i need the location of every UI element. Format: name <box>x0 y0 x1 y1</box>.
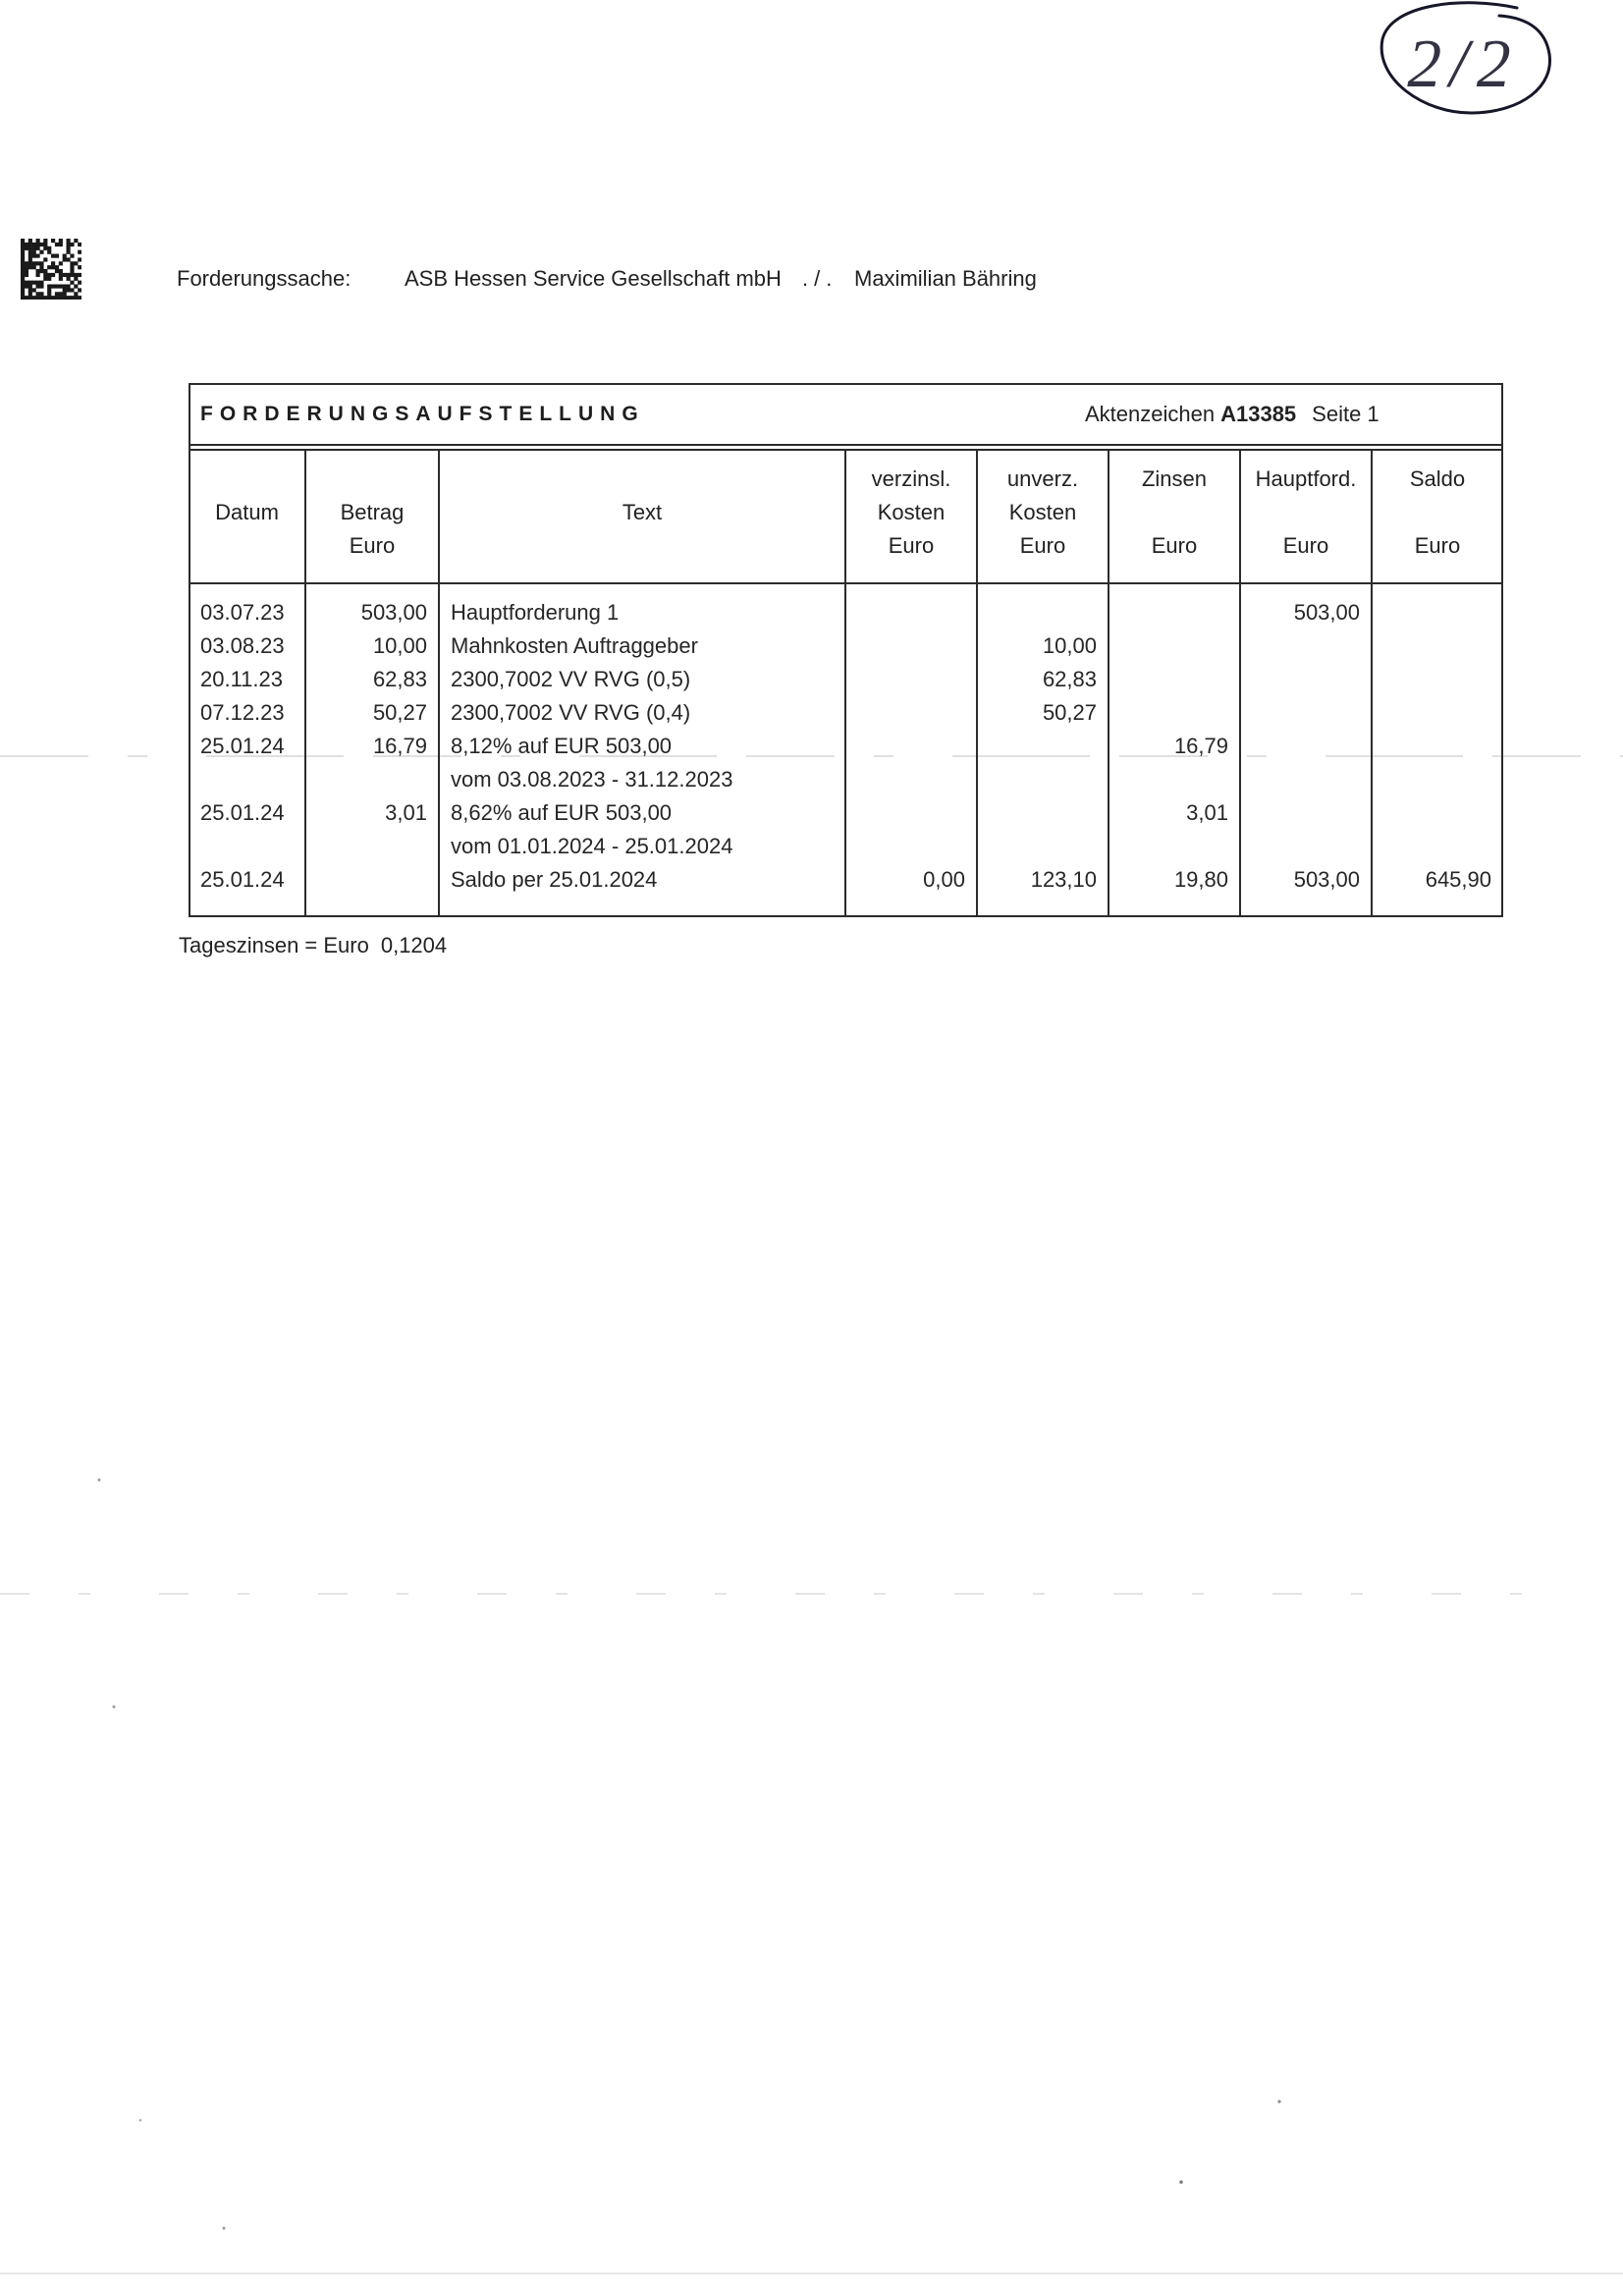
column-header-line <box>1372 496 1503 529</box>
column-header-line: Euro <box>888 533 935 558</box>
handwritten-page-mark <box>1370 0 1566 123</box>
cell-text: Saldo per 25.01.2024 <box>451 867 658 892</box>
handwritten-page-number: 2/2 <box>1407 27 1519 102</box>
table-row-total <box>189 863 1503 897</box>
cell-amount: 16,79 <box>372 734 427 758</box>
cell-amount <box>305 763 439 796</box>
cell-principal <box>1240 730 1372 763</box>
cell-interest <box>1109 629 1240 663</box>
cell-principal <box>1240 629 1372 663</box>
cell-interest-bearing-costs <box>845 629 977 663</box>
file-reference <box>1085 383 1380 445</box>
table-row <box>189 830 1503 863</box>
cell-date: 25.01.24 <box>200 867 285 892</box>
page-number: Seite 1 <box>1312 402 1380 426</box>
column-header-text <box>439 451 845 583</box>
table-row <box>189 796 1503 830</box>
cell-date: 07.12.23 <box>200 700 285 725</box>
scan-speck <box>223 2227 226 2230</box>
column-header-line: Euro <box>1414 533 1461 558</box>
cell-balance <box>1372 830 1503 863</box>
file-reference-number: A13385 <box>1220 402 1297 426</box>
cell-balance <box>1372 730 1503 763</box>
cell-date: 03.07.23 <box>200 600 285 625</box>
cell-amount <box>305 863 439 897</box>
cell-interest-bearing-costs <box>845 730 977 763</box>
column-header-line <box>189 529 305 563</box>
cell-date: 20.11.23 <box>200 667 284 691</box>
column-header-line <box>305 463 439 496</box>
cell-principal: 503,00 <box>1293 600 1360 625</box>
cell-interest-bearing-costs <box>845 830 977 863</box>
column-header-line: Euro <box>1282 533 1329 558</box>
cell-text: 2300,7002 VV RVG (0,4) <box>451 700 691 725</box>
column-header-line: Euro <box>349 533 396 558</box>
column-header-line: Zinsen <box>1141 466 1208 491</box>
column-header-date <box>189 451 305 583</box>
column-header-line: verzinsl. <box>871 466 951 491</box>
cell-amount: 10,00 <box>372 633 427 658</box>
scan-speck <box>1277 2100 1280 2103</box>
cell-non-interest-costs <box>977 763 1109 796</box>
column-header-line <box>1240 496 1372 529</box>
cell-text: 8,12% auf EUR 503,00 <box>451 734 673 758</box>
table-row <box>189 696 1503 730</box>
cell-balance <box>1372 663 1503 696</box>
column-header-line: Kosten <box>877 500 946 524</box>
file-reference-label: Aktenzeichen <box>1085 402 1216 426</box>
cell-balance <box>1372 629 1503 663</box>
cell-non-interest-costs: 62,83 <box>1042 667 1097 691</box>
cell-date: 25.01.24 <box>200 800 285 825</box>
cell-balance <box>1372 596 1503 629</box>
cell-interest-bearing-costs <box>845 596 977 629</box>
table-row <box>189 629 1503 663</box>
cell-principal <box>1240 696 1372 730</box>
cell-non-interest-costs <box>977 830 1109 863</box>
cell-non-interest-costs: 123,10 <box>1030 867 1097 892</box>
cell-principal <box>1240 763 1372 796</box>
versus-separator: ./. <box>802 266 839 291</box>
column-header-line: Saldo <box>1409 466 1466 491</box>
daily-interest-value: 0,1204 <box>380 933 448 957</box>
column-header-balance <box>1372 451 1503 583</box>
table-row <box>189 730 1503 763</box>
datamatrix-code <box>21 239 81 300</box>
cell-date <box>189 830 305 863</box>
cell-principal <box>1240 663 1372 696</box>
cell-text: 8,62% auf EUR 503,00 <box>451 800 673 825</box>
column-header-line: Kosten <box>1008 500 1077 524</box>
scan-speck <box>98 1479 101 1482</box>
cell-non-interest-costs: 10,00 <box>1042 633 1097 658</box>
table-row <box>189 596 1503 629</box>
cell-non-interest-costs: 50,27 <box>1042 700 1097 725</box>
column-header-line: Euro <box>1151 533 1198 558</box>
column-header-amount <box>305 451 439 583</box>
table-body <box>189 596 1503 897</box>
scan-speck <box>1179 2180 1183 2184</box>
cell-interest: 19,80 <box>1173 867 1228 892</box>
cell-interest <box>1109 696 1240 730</box>
cell-text: vom 01.01.2024 - 25.01.2024 <box>451 834 733 858</box>
cell-non-interest-costs <box>977 596 1109 629</box>
cell-interest <box>1109 763 1240 796</box>
cell-interest: 3,01 <box>1186 800 1228 825</box>
column-header-line: Text <box>622 500 663 524</box>
column-header-interest-bearing-costs <box>845 451 977 583</box>
column-header-line <box>439 463 845 496</box>
cell-interest-bearing-costs <box>845 763 977 796</box>
cell-balance <box>1372 696 1503 730</box>
cell-interest <box>1109 830 1240 863</box>
debtor-name: Maximilian Bähring <box>854 266 1037 291</box>
cell-principal <box>1240 830 1372 863</box>
cell-interest-bearing-costs <box>845 663 977 696</box>
scan-speck <box>139 2119 142 2122</box>
column-header-principal <box>1240 451 1372 583</box>
scan-speck <box>113 1706 116 1709</box>
cell-non-interest-costs <box>977 730 1109 763</box>
cell-principal: 503,00 <box>1293 867 1360 892</box>
cell-amount: 50,27 <box>372 700 427 725</box>
table-row <box>189 663 1503 696</box>
cell-date <box>189 763 305 796</box>
cell-balance <box>1372 796 1503 830</box>
column-header-line: Betrag <box>340 500 405 524</box>
column-header-interest <box>1109 451 1240 583</box>
cell-text: Hauptforderung 1 <box>451 600 620 625</box>
double-rule <box>189 444 1503 451</box>
column-header-line <box>439 529 845 563</box>
cell-text: Mahnkosten Auftraggeber <box>451 633 698 658</box>
daily-interest-label: Tageszinsen = Euro <box>179 933 369 957</box>
statement-title: FORDERUNGSAUFSTELLUNG <box>200 403 645 425</box>
cell-interest-bearing-costs <box>845 696 977 730</box>
cell-amount: 3,01 <box>385 800 427 825</box>
cell-date: 03.08.23 <box>200 633 285 658</box>
column-header-non-interest-costs <box>977 451 1109 583</box>
daily-interest-note <box>179 933 447 958</box>
column-header-line: Hauptford. <box>1255 466 1357 491</box>
cell-text: vom 03.08.2023 - 31.12.2023 <box>451 767 733 792</box>
cell-date: 25.01.24 <box>200 734 285 758</box>
cell-amount <box>305 830 439 863</box>
cell-principal <box>1240 796 1372 830</box>
column-header-line <box>1109 496 1240 529</box>
column-header-line: Euro <box>1019 533 1066 558</box>
cell-text: 2300,7002 VV RVG (0,5) <box>451 667 691 691</box>
case-label: Forderungssache: <box>177 266 352 291</box>
cell-interest: 16,79 <box>1173 734 1228 758</box>
column-header-line: Datum <box>215 500 279 524</box>
cell-interest <box>1109 596 1240 629</box>
creditor-name: ASB Hessen Service Gesellschaft mbH <box>405 266 782 291</box>
cell-interest-bearing-costs: 0,00 <box>923 867 965 892</box>
claim-statement-table <box>189 383 1503 917</box>
table-row <box>189 763 1503 796</box>
cell-non-interest-costs <box>977 796 1109 830</box>
cell-interest-bearing-costs <box>845 796 977 830</box>
column-header-line: unverz. <box>1006 466 1079 491</box>
cell-amount: 503,00 <box>360 600 427 625</box>
cell-amount: 62,83 <box>372 667 427 691</box>
cell-balance: 645,90 <box>1425 867 1491 892</box>
column-header-line <box>189 463 305 496</box>
cell-balance <box>1372 763 1503 796</box>
cell-interest <box>1109 663 1240 696</box>
